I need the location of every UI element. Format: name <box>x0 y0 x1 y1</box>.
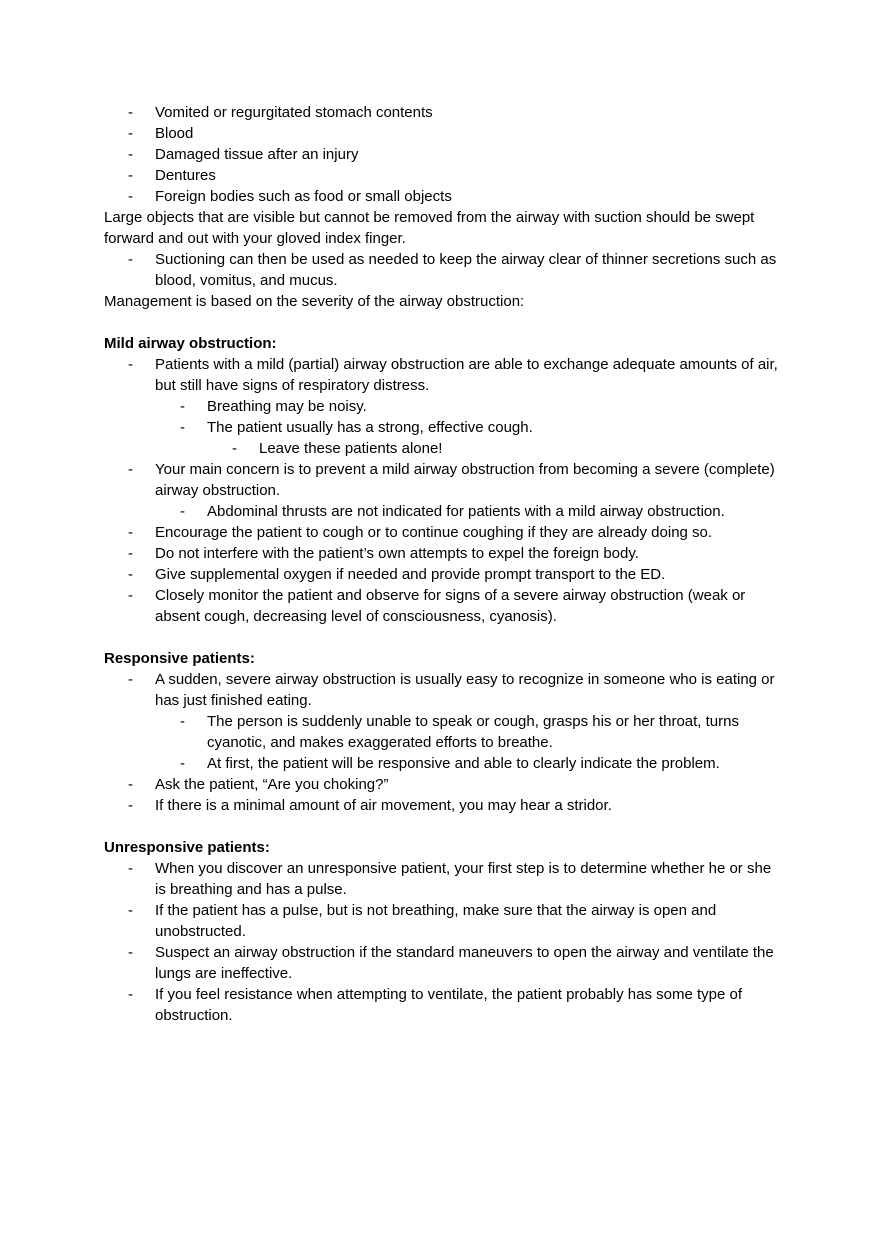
sub-list-item <box>104 711 779 753</box>
list-bullet: - <box>128 167 133 184</box>
list-item-text: Encourage the patient to cough or to continue coughing if they are already doing so. <box>155 524 713 541</box>
list-bullet: - <box>128 797 133 814</box>
list-item-text: Foreign bodies such as food or small objects <box>155 188 452 205</box>
list-item-text: Leave these patients alone! <box>259 440 443 457</box>
list-item-text: Your main concern is to prevent a mild airway obstruction from becoming a severe (complete) airway obstruction. <box>155 461 775 499</box>
list-item-text: Ask the patient, “Are you choking?” <box>155 776 389 793</box>
sub-list-item <box>104 417 779 438</box>
list-bullet: - <box>128 146 133 163</box>
list-item-text: Suctioning can then be used as needed to keep the airway clear of thinner secretions such as blood, vomitus, and mucus. <box>155 251 777 289</box>
list-bullet: - <box>128 461 133 478</box>
list-item <box>104 942 779 984</box>
list-bullet: - <box>128 587 133 604</box>
list-bullet: - <box>128 251 133 268</box>
list-item-text: Breathing may be noisy. <box>207 398 367 415</box>
list-item-text: Give supplemental oxygen if needed and provide prompt transport to the ED. <box>155 566 666 583</box>
document-body <box>104 102 784 1026</box>
list-item-text: Do not interfere with the patient’s own attempts to expel the foreign body. <box>155 545 639 562</box>
list-item-text: The patient usually has a strong, effective cough. <box>207 419 533 436</box>
list-item <box>104 669 779 711</box>
responsive-patients-heading: Responsive patients: <box>104 650 255 667</box>
list-item <box>104 249 779 291</box>
list-bullet: - <box>180 713 185 730</box>
list-item-text: Abdominal thrusts are not indicated for patients with a mild airway obstruction. <box>207 503 725 520</box>
list-item <box>104 354 779 396</box>
list-item <box>104 165 779 186</box>
list-bullet: - <box>128 671 133 688</box>
sub-list-item <box>104 501 779 522</box>
list-bullet: - <box>128 986 133 1003</box>
spacer <box>104 816 784 837</box>
large-objects-paragraph: Large objects that are visible but cannot be removed from the airway with suction should be swept forward and out with your gloved index finger. <box>104 209 755 247</box>
unresponsive-patients-heading: Unresponsive patients: <box>104 839 270 856</box>
list-bullet: - <box>128 524 133 541</box>
mild-obstruction-heading: Mild airway obstruction: <box>104 335 277 352</box>
list-bullet: - <box>180 398 185 415</box>
list-item-text: When you discover an unresponsive patient, your first step is to determine whether he or she is breathing and has a pulse. <box>155 860 772 898</box>
list-item-text: Vomited or regurgitated stomach contents <box>155 104 433 121</box>
list-bullet: - <box>128 545 133 562</box>
list-bullet: - <box>180 503 185 520</box>
list-item <box>104 795 779 816</box>
list-item-text: Closely monitor the patient and observe for signs of a severe airway obstruction (weak or absent cough, decreasing level of consciousness, cyanosis). <box>155 587 746 625</box>
list-item <box>104 585 779 627</box>
sub-list-item <box>104 753 779 774</box>
sub-sub-list-item <box>104 438 779 459</box>
list-bullet: - <box>128 104 133 121</box>
list-item <box>104 984 779 1026</box>
list-item-text: If you feel resistance when attempting to ventilate, the patient probably has some type of obstruction. <box>155 986 743 1024</box>
list-bullet: - <box>128 125 133 142</box>
list-item-text: Suspect an airway obstruction if the standard maneuvers to open the airway and ventilate the lungs are ineffective. <box>155 944 774 982</box>
list-bullet: - <box>128 566 133 583</box>
spacer <box>104 312 784 333</box>
list-item-text: A sudden, severe airway obstruction is usually easy to recognize in someone who is eating or has just finished eating. <box>155 671 775 709</box>
list-item <box>104 858 779 900</box>
list-item-text: Patients with a mild (partial) airway obstruction are able to exchange adequate amounts of air, but still have signs of respiratory distress. <box>155 356 778 394</box>
list-item-text: Blood <box>155 125 194 142</box>
list-bullet: - <box>128 944 133 961</box>
management-paragraph: Management is based on the severity of the airway obstruction: <box>104 293 525 310</box>
list-item <box>104 564 779 585</box>
list-bullet: - <box>232 440 237 457</box>
list-item <box>104 186 779 207</box>
list-item-text: Damaged tissue after an injury <box>155 146 359 163</box>
list-item-text: If the patient has a pulse, but is not breathing, make sure that the airway is open and unobstructed. <box>155 902 717 940</box>
list-bullet: - <box>128 902 133 919</box>
list-item-text: Dentures <box>155 167 216 184</box>
list-bullet: - <box>128 188 133 205</box>
list-item-text: If there is a minimal amount of air movement, you may hear a stridor. <box>155 797 612 814</box>
list-item <box>104 900 779 942</box>
list-item <box>104 144 779 165</box>
list-bullet: - <box>128 356 133 373</box>
list-bullet: - <box>128 860 133 877</box>
list-bullet: - <box>180 755 185 772</box>
list-item <box>104 774 779 795</box>
list-item <box>104 543 779 564</box>
list-item-text: At first, the patient will be responsive and able to clearly indicate the problem. <box>207 755 720 772</box>
list-item <box>104 123 779 144</box>
spacer <box>104 627 784 648</box>
list-item <box>104 522 779 543</box>
list-item-text: The person is suddenly unable to speak or cough, grasps his or her throat, turns cyanotic, and makes exaggerated efforts to breathe. <box>207 713 739 751</box>
sub-list-item <box>104 396 779 417</box>
list-item <box>104 102 779 123</box>
list-bullet: - <box>128 776 133 793</box>
list-item <box>104 459 779 501</box>
list-bullet: - <box>180 419 185 436</box>
